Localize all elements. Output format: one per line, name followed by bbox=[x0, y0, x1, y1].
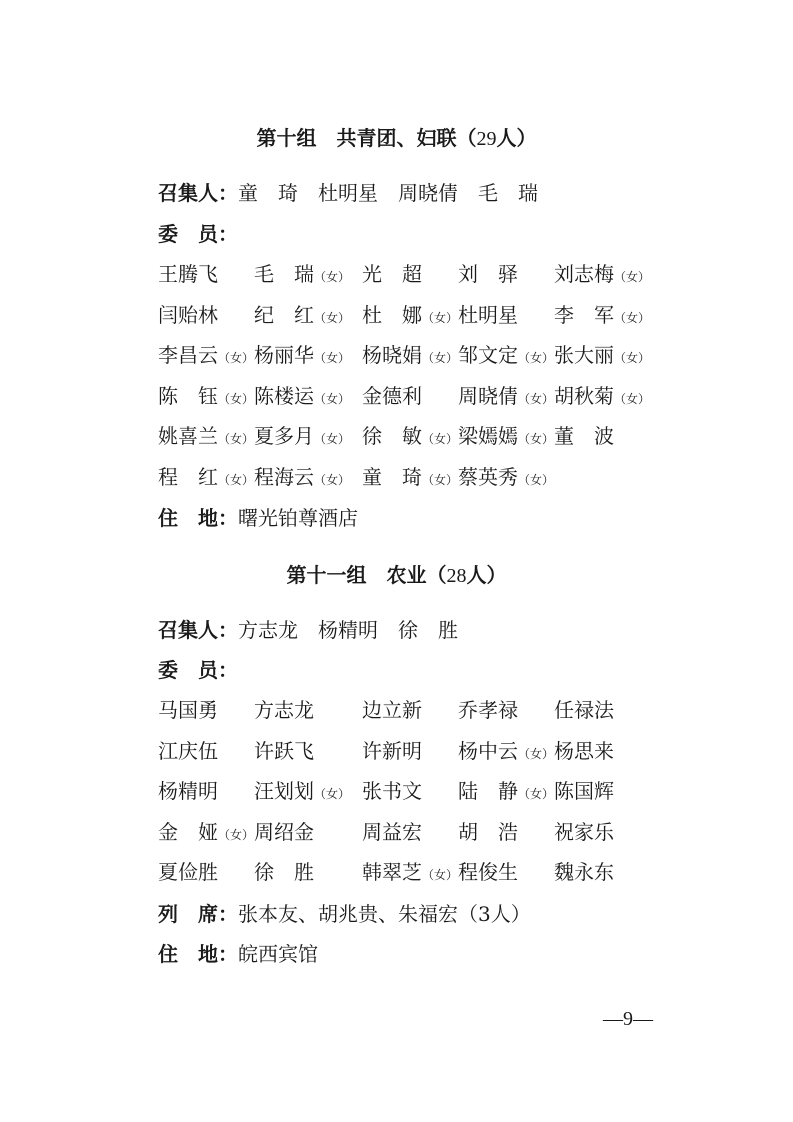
table-row bbox=[158, 817, 678, 847]
member-entry bbox=[254, 340, 350, 370]
member-entry bbox=[254, 695, 314, 725]
member-entry bbox=[158, 462, 254, 492]
member-entry bbox=[458, 340, 554, 370]
attendees-label: 列 席 bbox=[158, 902, 218, 926]
female-tag: （女） bbox=[218, 827, 255, 842]
female-tag: （女） bbox=[518, 391, 555, 406]
female-tag: （女） bbox=[614, 270, 651, 284]
member-entry bbox=[458, 736, 554, 766]
female-tag: （女） bbox=[422, 351, 459, 366]
female-tag: （女） bbox=[614, 391, 651, 406]
member-entry bbox=[458, 695, 518, 725]
female-tag: （女） bbox=[422, 868, 459, 883]
member-entry bbox=[554, 736, 614, 766]
female-tag: （女） bbox=[314, 391, 351, 406]
member-entry bbox=[554, 381, 650, 411]
female-tag: （女） bbox=[314, 473, 351, 487]
member-name: 韩翠芝 bbox=[362, 860, 422, 885]
page-number: —9— bbox=[603, 1008, 653, 1030]
member-name: 闫贻林 bbox=[158, 302, 218, 327]
residence-value: 曙光铂尊酒店 bbox=[238, 506, 358, 530]
female-tag: （女） bbox=[314, 351, 351, 366]
table-row bbox=[158, 300, 678, 330]
group-title-10 bbox=[0, 124, 793, 153]
member-entry bbox=[362, 736, 422, 766]
member-entry bbox=[254, 462, 350, 492]
member-entry bbox=[254, 857, 314, 887]
member-entry bbox=[458, 817, 518, 847]
residence-line bbox=[158, 939, 318, 969]
member-name: 祝家乐 bbox=[554, 819, 614, 844]
female-tag: （女） bbox=[314, 270, 351, 284]
member-name: 周晓倩 bbox=[458, 383, 518, 408]
female-tag: （女） bbox=[314, 310, 351, 325]
member-name: 刘志梅 bbox=[554, 262, 614, 286]
member-entry bbox=[458, 462, 554, 492]
female-tag: （女） bbox=[218, 473, 255, 487]
member-name: 魏永东 bbox=[554, 860, 614, 885]
group-title-text: 第十一组 农业（ bbox=[286, 563, 447, 587]
table-row bbox=[158, 857, 678, 887]
member-name: 程 红 bbox=[158, 465, 218, 489]
member-entry bbox=[254, 736, 314, 766]
member-name: 夏多月 bbox=[254, 424, 314, 449]
member-entry bbox=[158, 695, 218, 725]
convener-names: 童 琦 杜明星 周晓倩 毛 瑞 bbox=[238, 181, 538, 205]
members-label: 委 员 bbox=[158, 222, 218, 246]
female-tag: （女） bbox=[614, 310, 651, 325]
attendees-value: 张本友、胡兆贵、朱福宏（3人） bbox=[238, 902, 531, 926]
female-tag: （女） bbox=[614, 351, 651, 366]
member-name: 江庆伍 bbox=[158, 738, 218, 763]
members-colon: ： bbox=[218, 658, 238, 682]
member-name: 程俊生 bbox=[458, 860, 518, 885]
member-entry bbox=[254, 421, 350, 451]
member-entry bbox=[554, 340, 650, 370]
member-entry bbox=[362, 421, 458, 451]
member-name: 马国勇 bbox=[158, 698, 218, 722]
member-name: 杨中云 bbox=[458, 738, 518, 763]
female-tag: （女） bbox=[314, 787, 351, 802]
convener-colon: ： bbox=[218, 618, 238, 642]
member-name: 杜 娜 bbox=[362, 302, 422, 327]
members-label: 委 员 bbox=[158, 658, 218, 682]
member-name: 周绍金 bbox=[254, 819, 314, 844]
member-entry bbox=[458, 381, 554, 411]
residence-colon: ： bbox=[218, 942, 238, 966]
female-tag: （女） bbox=[218, 351, 255, 366]
member-entry bbox=[362, 462, 458, 492]
member-name: 胡秋菊 bbox=[554, 383, 614, 408]
member-entry bbox=[158, 340, 254, 370]
member-entry bbox=[554, 776, 614, 806]
member-name: 杨精明 bbox=[158, 779, 218, 804]
group-title-11 bbox=[0, 561, 793, 590]
female-tag: （女） bbox=[422, 432, 459, 447]
member-name: 童 琦 bbox=[362, 465, 422, 489]
member-name: 金德利 bbox=[362, 383, 422, 408]
convener-line bbox=[158, 615, 458, 645]
member-name: 许新明 bbox=[362, 738, 422, 763]
group-count: 28 bbox=[446, 565, 467, 587]
member-entry bbox=[362, 695, 422, 725]
member-entry bbox=[362, 776, 422, 806]
member-entry bbox=[362, 340, 458, 370]
member-name: 夏俭胜 bbox=[158, 860, 218, 885]
table-row bbox=[158, 381, 678, 411]
member-entry bbox=[158, 776, 218, 806]
female-tag: （女） bbox=[518, 473, 555, 487]
convener-colon: ： bbox=[218, 181, 238, 205]
table-row bbox=[158, 259, 678, 289]
member-name: 任禄法 bbox=[554, 698, 614, 722]
member-name: 徐 胜 bbox=[254, 860, 314, 885]
member-name: 边立新 bbox=[362, 698, 422, 722]
member-name: 程海云 bbox=[254, 465, 314, 489]
member-entry bbox=[362, 300, 458, 330]
member-name: 刘 驿 bbox=[458, 262, 518, 286]
member-entry bbox=[158, 736, 218, 766]
female-tag: （女） bbox=[518, 787, 555, 802]
member-entry bbox=[158, 421, 254, 451]
attendees-line bbox=[158, 899, 531, 929]
member-name: 方志龙 bbox=[254, 698, 314, 722]
member-name: 杜明星 bbox=[458, 302, 518, 327]
member-entry bbox=[254, 381, 350, 411]
residence-line bbox=[158, 503, 358, 533]
member-entry bbox=[554, 857, 614, 887]
member-name: 陈楼运 bbox=[254, 383, 314, 408]
member-name: 李 军 bbox=[554, 302, 614, 327]
table-row bbox=[158, 776, 678, 806]
table-row bbox=[158, 695, 678, 725]
female-tag: （女） bbox=[218, 432, 255, 447]
group-title-end: 人） bbox=[496, 126, 537, 150]
member-entry bbox=[458, 857, 518, 887]
member-name: 纪 红 bbox=[254, 302, 314, 327]
member-name: 杨思来 bbox=[554, 738, 614, 763]
member-name: 杨晓娟 bbox=[362, 343, 422, 368]
members-colon: ： bbox=[218, 222, 238, 246]
member-entry bbox=[554, 695, 614, 725]
member-name: 毛 瑞 bbox=[254, 262, 314, 286]
residence-label: 住 地 bbox=[158, 942, 218, 966]
member-name: 陆 静 bbox=[458, 779, 518, 804]
table-row bbox=[158, 340, 678, 370]
member-entry bbox=[254, 300, 350, 330]
member-name: 李昌云 bbox=[158, 343, 218, 368]
member-entry bbox=[254, 776, 350, 806]
group-title-end: 人） bbox=[466, 563, 507, 587]
residence-colon: ： bbox=[218, 506, 238, 530]
table-row bbox=[158, 462, 678, 492]
member-entry bbox=[554, 817, 614, 847]
member-name: 张大丽 bbox=[554, 343, 614, 368]
member-entry bbox=[554, 259, 650, 289]
female-tag: （女） bbox=[518, 351, 555, 366]
female-tag: （女） bbox=[518, 432, 555, 447]
member-entry bbox=[458, 300, 518, 330]
attendees-colon: ： bbox=[218, 902, 238, 926]
female-tag: （女） bbox=[422, 310, 459, 325]
member-name: 许跃飞 bbox=[254, 738, 314, 763]
residence-value: 皖西宾馆 bbox=[238, 942, 318, 966]
member-name: 蔡英秀 bbox=[458, 465, 518, 489]
member-name: 梁嫣嫣 bbox=[458, 424, 518, 449]
member-name: 王腾飞 bbox=[158, 262, 218, 286]
member-entry bbox=[554, 421, 614, 451]
member-entry bbox=[254, 817, 314, 847]
member-name: 姚喜兰 bbox=[158, 424, 218, 449]
member-entry bbox=[362, 381, 422, 411]
member-name: 张书文 bbox=[362, 779, 422, 804]
member-name: 徐 敏 bbox=[362, 424, 422, 449]
member-name: 胡 浩 bbox=[458, 819, 518, 844]
member-name: 陈 钰 bbox=[158, 383, 218, 408]
member-entry bbox=[362, 817, 422, 847]
member-entry bbox=[362, 857, 458, 887]
member-name: 陈国辉 bbox=[554, 779, 614, 804]
members-line bbox=[158, 655, 238, 685]
member-name: 光 超 bbox=[362, 262, 422, 286]
member-entry bbox=[158, 259, 218, 289]
member-name: 金 娅 bbox=[158, 819, 218, 844]
member-entry bbox=[158, 817, 254, 847]
member-entry bbox=[458, 259, 518, 289]
member-entry bbox=[158, 300, 218, 330]
table-row bbox=[158, 736, 678, 766]
member-name: 汪划划 bbox=[254, 779, 314, 804]
convener-line bbox=[158, 178, 538, 208]
female-tag: （女） bbox=[218, 391, 255, 406]
residence-label: 住 地 bbox=[158, 506, 218, 530]
group-count: 29 bbox=[476, 128, 497, 150]
member-name: 乔孝禄 bbox=[458, 698, 518, 722]
member-entry bbox=[554, 300, 650, 330]
member-entry bbox=[362, 259, 422, 289]
convener-names: 方志龙 杨精明 徐 胜 bbox=[238, 618, 458, 642]
members-line bbox=[158, 219, 238, 249]
member-entry bbox=[458, 421, 554, 451]
member-name: 周益宏 bbox=[362, 819, 422, 844]
table-row bbox=[158, 421, 678, 451]
female-tag: （女） bbox=[422, 473, 459, 487]
convener-label: 召集人 bbox=[158, 618, 218, 642]
female-tag: （女） bbox=[314, 432, 351, 447]
member-name: 董 波 bbox=[554, 424, 614, 449]
member-entry bbox=[158, 857, 218, 887]
member-entry bbox=[458, 776, 554, 806]
member-entry bbox=[158, 381, 254, 411]
member-entry bbox=[254, 259, 350, 289]
convener-label: 召集人 bbox=[158, 181, 218, 205]
female-tag: （女） bbox=[518, 746, 555, 761]
group-title-text: 第十组 共青团、妇联（ bbox=[256, 126, 477, 150]
member-name: 杨丽华 bbox=[254, 343, 314, 368]
member-name: 邹文定 bbox=[458, 343, 518, 368]
